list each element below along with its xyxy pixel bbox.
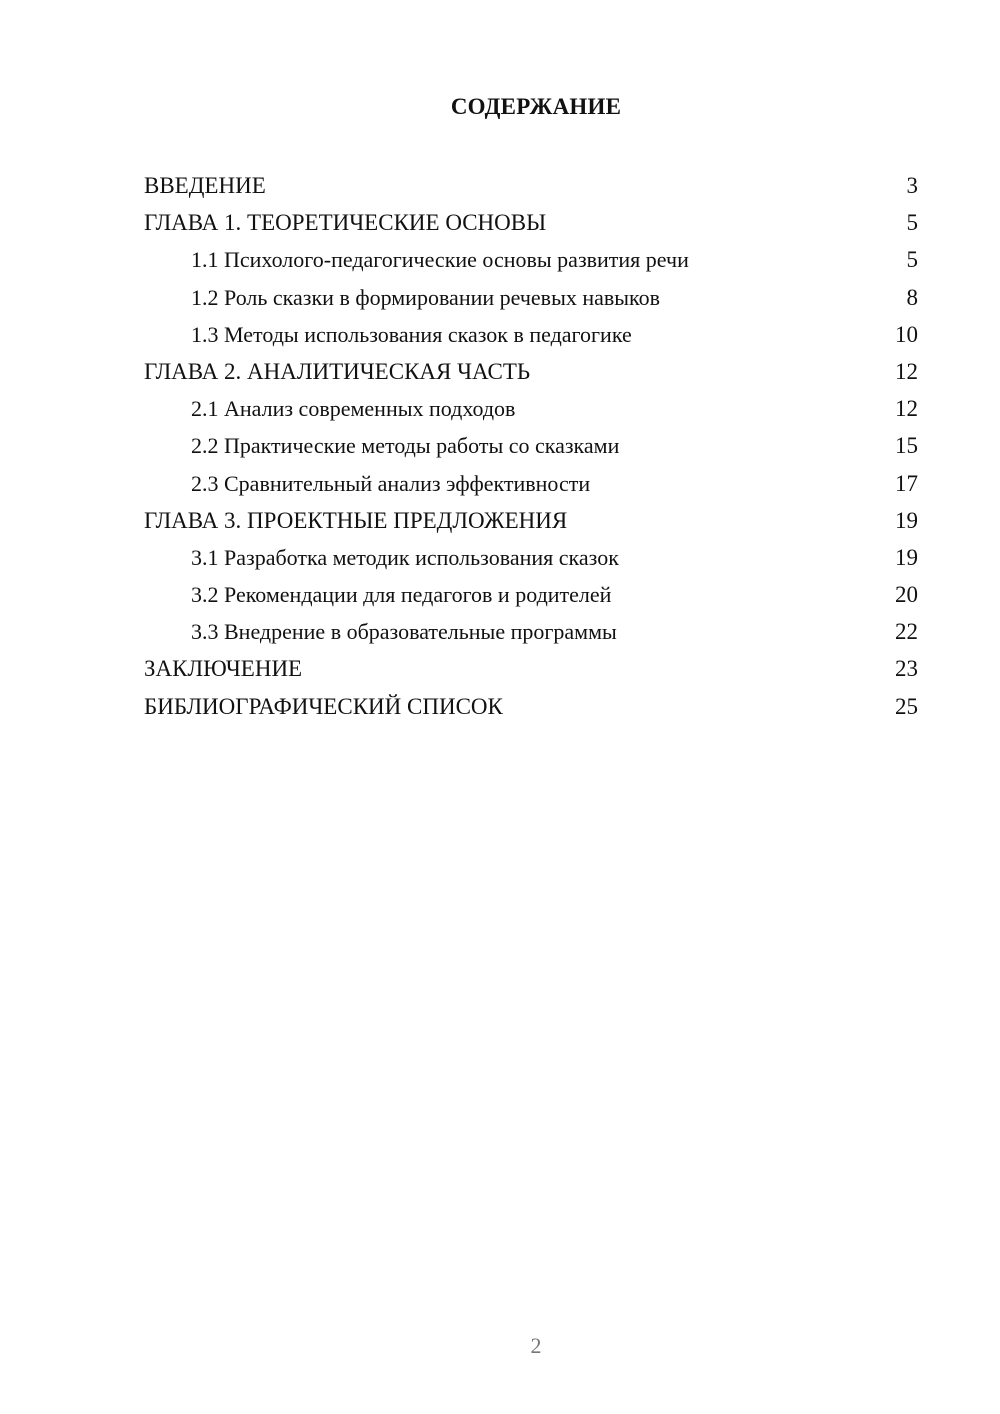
toc-entry-page: 15: [895, 433, 918, 459]
toc-entry-page: 20: [895, 582, 918, 608]
toc-title: СОДЕРЖАНИЕ: [450, 94, 622, 119]
toc-list: [144, 167, 918, 725]
toc-entry-page: 19: [895, 544, 918, 570]
toc-entry-page: 23: [895, 656, 918, 682]
toc-entry-label: 3.3 Внедрение в образовательные программы: [191, 619, 617, 645]
toc-entry-label: 3.2 Рекомендации для педагогов и родителей: [191, 582, 612, 608]
toc-entry[interactable]: [144, 502, 918, 539]
toc-entry-page: 19: [895, 507, 918, 533]
toc-entry[interactable]: [144, 167, 918, 204]
toc-entry[interactable]: [144, 204, 918, 241]
toc-entry[interactable]: [144, 465, 918, 502]
toc-entry-label: ГЛАВА 2. АНАЛИТИЧЕСКАЯ ЧАСТЬ: [144, 358, 531, 384]
toc-entry-page: 25: [895, 693, 918, 719]
toc-entry[interactable]: [144, 427, 918, 464]
toc-entry-page: 12: [895, 358, 918, 384]
toc-entry-label: 2.3 Сравнительный анализ эффективности: [191, 470, 591, 496]
toc-entry[interactable]: [144, 279, 918, 316]
toc-entry-page: 3: [906, 173, 918, 198]
toc-entry-label: 2.2 Практические методы работы со сказками: [191, 433, 620, 459]
toc-entry-label: ЗАКЛЮЧЕНИЕ: [144, 656, 303, 682]
toc-entry[interactable]: [144, 241, 918, 278]
toc-entry-page: 5: [906, 210, 918, 236]
toc-entry-page: 5: [906, 247, 918, 273]
toc-entry[interactable]: [144, 576, 918, 613]
toc-entry[interactable]: [144, 688, 918, 725]
page-number: 2: [530, 1333, 542, 1358]
toc-entry-page: 17: [895, 470, 918, 496]
toc-entry-label: 2.1 Анализ современных подходов: [191, 396, 516, 422]
toc-entry[interactable]: [144, 539, 918, 576]
toc-entry[interactable]: [144, 390, 918, 427]
toc-entry-page: 12: [895, 396, 918, 422]
toc-entry-label: 1.2 Роль сказки в формировании речевых навыков: [191, 284, 661, 310]
toc-entry-label: 1.1 Психолого-педагогические основы развития речи: [191, 247, 689, 273]
toc-entry-page: 8: [906, 284, 918, 310]
toc-entry-label: БИБЛИОГРАФИЧЕСКИЙ СПИСОК: [144, 693, 503, 719]
toc-entry-label: ГЛАВА 1. ТЕОРЕТИЧЕСКИЕ ОСНОВЫ: [144, 210, 547, 236]
toc-entry-page: 10: [895, 321, 918, 347]
toc-entry-label: 3.1 Разработка методик использования сказок: [191, 544, 619, 570]
toc-entry-label: 1.3 Методы использования сказок в педагогике: [191, 321, 632, 347]
toc-entry-label: ВВЕДЕНИЕ: [144, 173, 266, 198]
toc-entry[interactable]: [144, 353, 918, 390]
toc-entry-label: ГЛАВА 3. ПРОЕКТНЫЕ ПРЕДЛОЖЕНИЯ: [144, 507, 568, 533]
toc-entry-page: 22: [895, 619, 918, 645]
toc-entry[interactable]: [144, 613, 918, 650]
toc-entry[interactable]: [144, 650, 918, 687]
toc-entry[interactable]: [144, 316, 918, 353]
